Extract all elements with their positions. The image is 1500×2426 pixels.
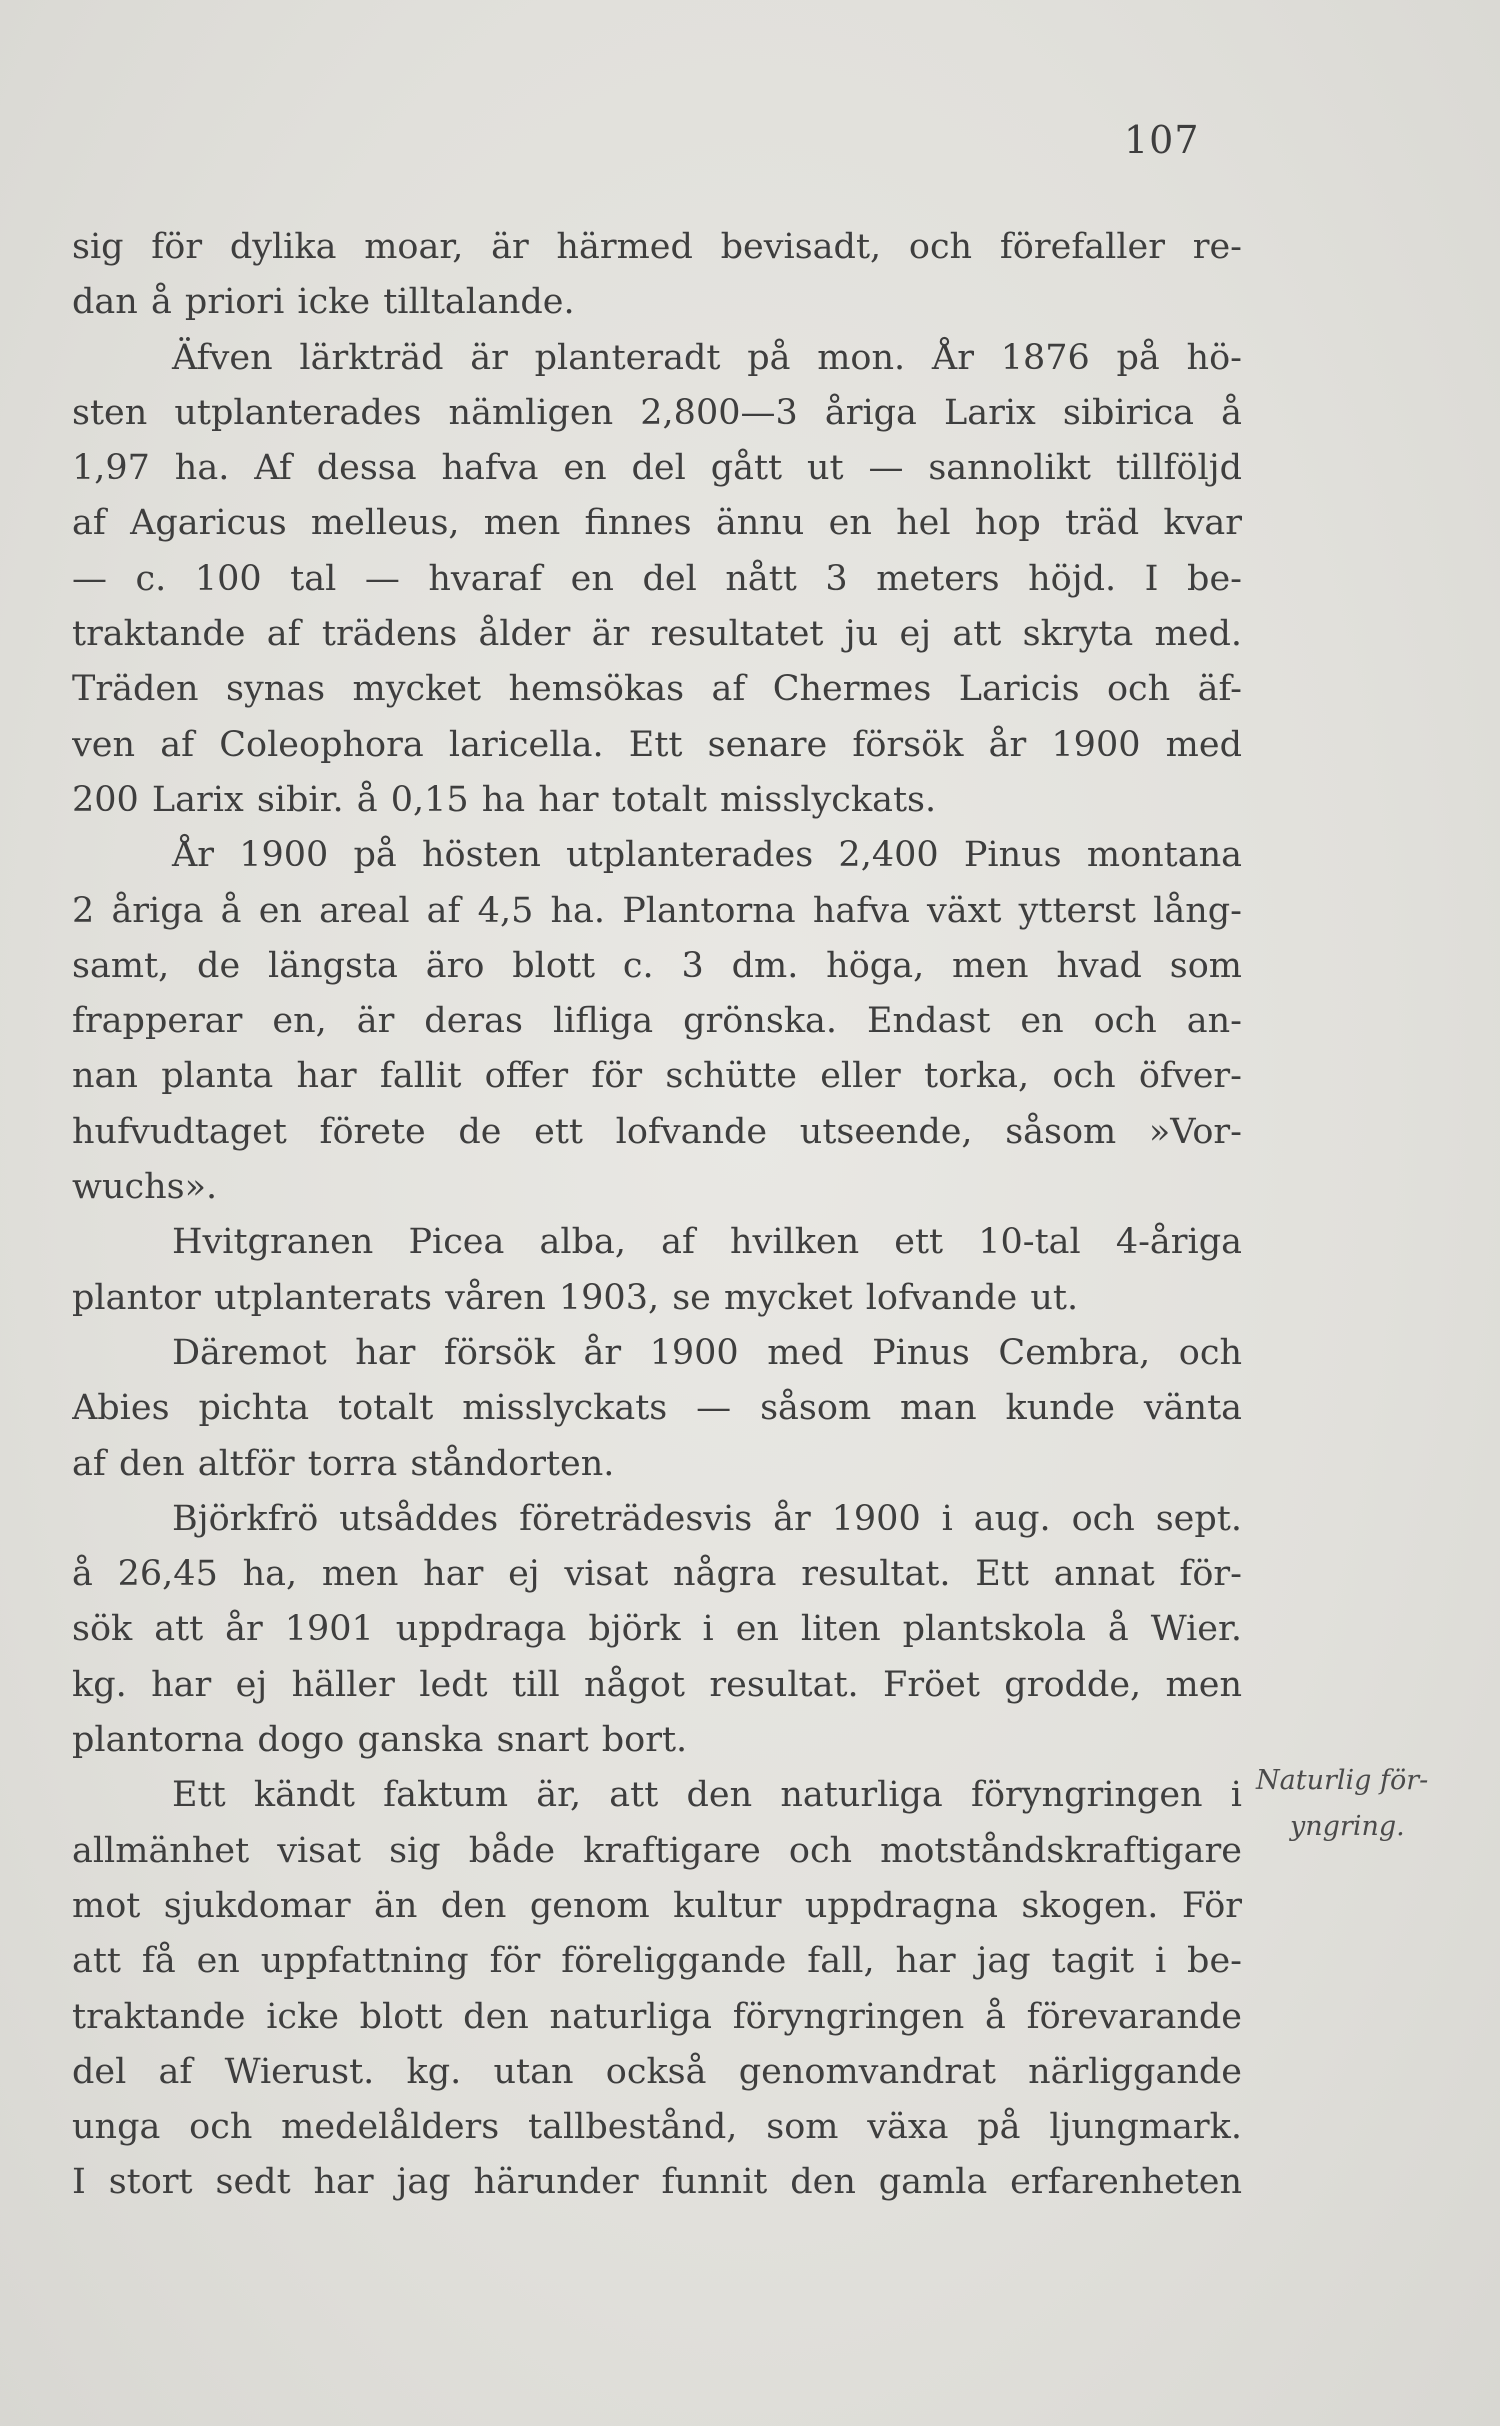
text-line: Abies pichta totalt misslyckats — såsom man kunde vänta xyxy=(72,1388,1242,1429)
text-line: kg. har ej häller ledt till något resultat. Fröet grodde, men xyxy=(72,1664,1242,1705)
text-line: 200 Larix sibir. å 0,15 ha har totalt misslyckats. xyxy=(72,779,937,820)
text-line: År 1900 på hösten utplanterades 2,400 Pinus montana xyxy=(172,835,1242,876)
text-line: plantorna dogo ganska snart bort. xyxy=(72,1720,688,1761)
text-line: Träden synas mycket hemsökas af Chermes Laricis och äf- xyxy=(72,669,1242,710)
margin-note xyxy=(1256,1758,1496,1850)
text-line: af den altför torra ståndorten. xyxy=(72,1443,615,1484)
text-line: att få en uppfattning för föreliggande fall, har jag tagit i be- xyxy=(72,1941,1242,1982)
text-line: ven af Coleophora laricella. Ett senare försök år 1900 med xyxy=(72,724,1242,765)
margin-note-line: yngring. xyxy=(1290,1811,1405,1842)
text-line: sten utplanterades nämligen 2,800—3 åriga Larix sibirica å xyxy=(72,392,1242,433)
text-line: 1,97 ha. Af dessa hafva en del gått ut — sannolikt tillföljd xyxy=(72,448,1242,489)
text-line: frapperar en, är deras lifliga grönska. Endast en och an- xyxy=(72,1001,1242,1042)
text-line: Ett kändt faktum är, att den naturliga föryngringen i xyxy=(172,1775,1242,1816)
text-line: unga och medelålders tallbestånd, som växa på ljungmark. xyxy=(72,2107,1242,2148)
body-text xyxy=(72,220,1242,2211)
text-line: Äfven lärkträd är planteradt på mon. År 1876 på hö- xyxy=(172,337,1242,378)
page-number: 107 xyxy=(1124,118,1200,162)
text-line: traktande icke blott den naturliga föryngringen å förevarande xyxy=(72,1996,1242,2037)
text-line: af Agaricus melleus, men finnes ännu en hel hop träd kvar xyxy=(72,503,1242,544)
text-line: Däremot har försök år 1900 med Pinus Cembra, och xyxy=(172,1332,1242,1373)
text-line: dan å priori icke tilltalande. xyxy=(72,282,575,323)
text-line: I stort sedt har jag härunder funnit den gamla erfarenheten xyxy=(72,2162,1242,2203)
text-line: hufvudtaget förete de ett lofvande utseende, såsom »Vor- xyxy=(72,1111,1242,1152)
text-line: Björkfrö utsåddes företrädesvis år 1900 i aug. och sept. xyxy=(172,1498,1242,1539)
text-line: plantor utplanterats våren 1903, se mycket lofvande ut. xyxy=(72,1277,1079,1318)
text-line: samt, de längsta äro blott c. 3 dm. höga, men hvad som xyxy=(72,945,1242,986)
text-line: — c. 100 tal — hvaraf en del nått 3 meters höjd. I be- xyxy=(72,558,1242,599)
text-line: 2 åriga å en areal af 4,5 ha. Plantorna hafva växt ytterst lång- xyxy=(72,890,1242,931)
text-line: traktande af trädens ålder är resultatet ju ej att skryta med. xyxy=(72,614,1242,655)
text-line: mot sjukdomar än den genom kultur uppdragna skogen. För xyxy=(72,1885,1242,1926)
text-line: sig för dylika moar, är härmed bevisadt, och förefaller re- xyxy=(72,227,1242,267)
text-line: nan planta har fallit offer för schütte eller torka, och öfver- xyxy=(72,1056,1242,1097)
text-line: allmänhet visat sig både kraftigare och motståndskraftigare xyxy=(72,1830,1242,1871)
text-line: sök att år 1901 uppdraga björk i en liten plantskola å Wier. xyxy=(72,1609,1242,1650)
margin-note-line: Naturlig för- xyxy=(1256,1765,1429,1796)
text-line: Hvitgranen Picea alba, af hvilken ett 10-tal 4-åriga xyxy=(172,1222,1242,1263)
text-line: del af Wierust. kg. utan också genomvandrat närliggande xyxy=(72,2051,1242,2092)
text-line: å 26,45 ha, men har ej visat några resultat. Ett annat för- xyxy=(72,1554,1242,1595)
text-line: wuchs». xyxy=(72,1167,218,1208)
